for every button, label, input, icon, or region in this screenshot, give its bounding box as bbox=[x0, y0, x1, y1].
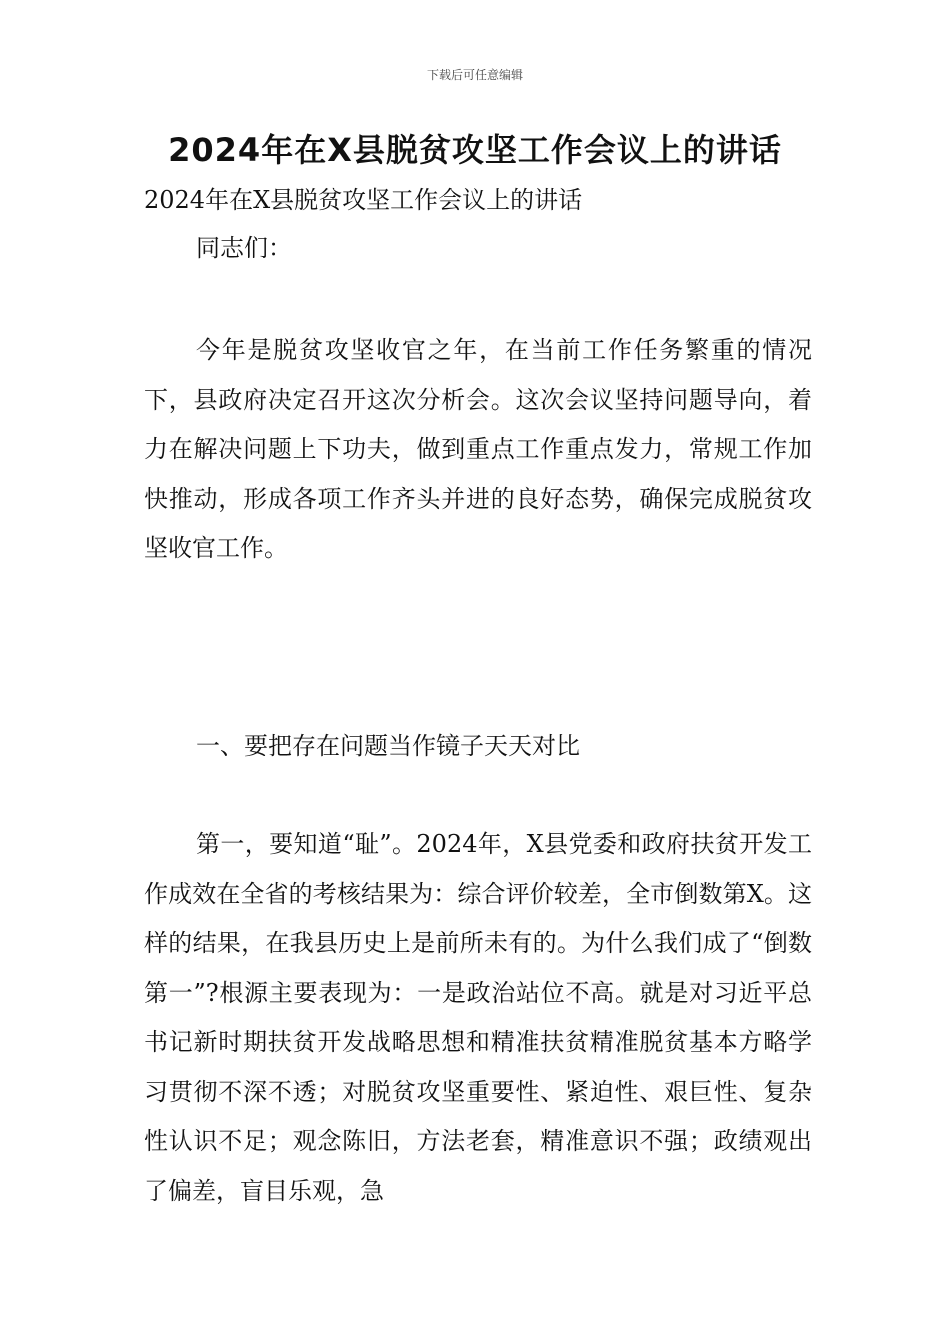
document-subtitle: 2024年在X县脱贫攻坚工作会议上的讲话 bbox=[144, 186, 583, 214]
document-title: 2024年在X县脱贫攻坚工作会议上的讲话 bbox=[168, 131, 782, 169]
section-heading: 一、要把存在问题当作镜子天天对比 bbox=[196, 732, 580, 760]
salutation: 同志们： bbox=[196, 234, 292, 262]
paragraph-body: 第一，要知道“耻”。2024年，X县党委和政府扶贫开发工作成效在全省的考核结果为：综合评价较差，全市倒数第X。这样的结果，在我县历史上是前所未有的。为什么我们成了“倒数第一”?根源主要表现为：一是政治站位不高。就是对习近平总书记新时期扶贫开发战略思想和精准扶贫精准脱贫基本方略学习贯彻不深不透；对脱贫攻坚重要性、紧迫性、艰巨性、复杂性认识不足；观念陈旧，方法老套，精准意识不强；政绩观出了偏差，盲目乐观，急 bbox=[144, 830, 812, 1205]
paragraph-opening: 今年是脱贫攻坚收官之年，在当前工作任务繁重的情况下，县政府决定召开这次分析会。这次会议坚持问题导向，着力在解决问题上下功夫，做到重点工作重点发力，常规工作加快推动，形成各项工作齐头并进的良好态势，确保完成脱贫攻坚收官工作。 bbox=[144, 336, 812, 562]
header-note: 下载后可任意编辑 bbox=[426, 68, 523, 82]
